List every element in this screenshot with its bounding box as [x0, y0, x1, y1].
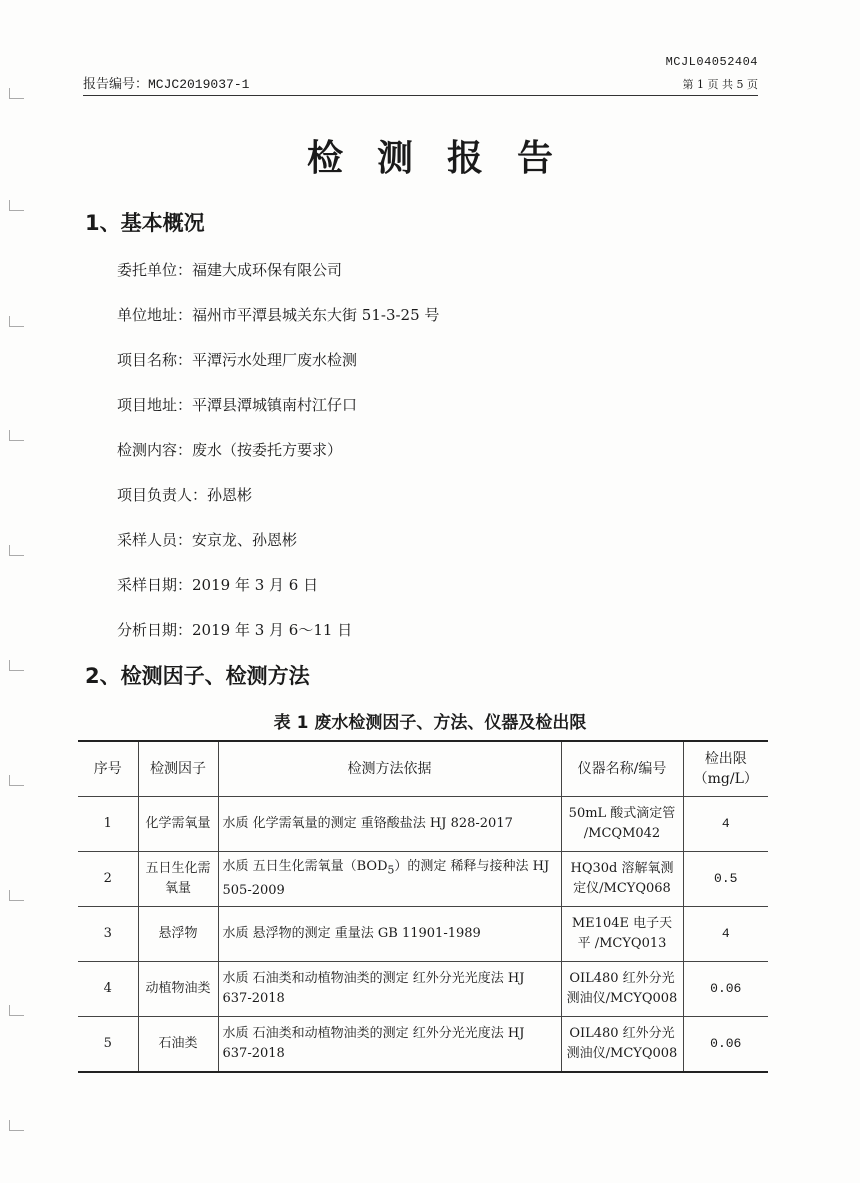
binding-mark	[9, 430, 24, 441]
limit-header-label: 检出限	[704, 751, 747, 767]
basic-info-list	[117, 258, 439, 663]
binding-mark	[9, 1005, 24, 1016]
cell-limit: 4	[683, 907, 768, 962]
binding-mark	[9, 88, 24, 99]
cell-instrument: ME104E 电子天平 /MCYQ013	[561, 907, 683, 962]
info-row-client	[117, 258, 439, 303]
cell-method: 水质 悬浮物的测定 重量法 GB 11901-1989	[218, 907, 561, 962]
info-label: 项目负责人：	[117, 486, 208, 504]
cell-factor: 石油类	[138, 1017, 218, 1073]
info-row-project-leader	[117, 483, 439, 528]
cell-method: 水质 石油类和动植物油类的测定 红外分光光度法 HJ 637-2018	[218, 1017, 561, 1073]
info-row-sampling-date	[117, 573, 439, 618]
cell-factor: 化学需氧量	[138, 797, 218, 852]
binding-mark	[9, 775, 24, 786]
section-heading-overview: 1、基本概况	[85, 211, 205, 235]
info-value: 废水（按委托方要求）	[192, 441, 343, 459]
page-header	[83, 72, 758, 96]
info-label: 检测内容：	[117, 441, 193, 459]
table-row	[78, 852, 768, 907]
cell-no: 1	[78, 797, 138, 852]
cell-method: 水质 石油类和动植物油类的测定 红外分光光度法 HJ 637-2018	[218, 962, 561, 1017]
page-title: 检测报告	[306, 138, 587, 179]
info-label: 采样日期：	[117, 576, 193, 594]
info-value: 平潭污水处理厂废水检测	[192, 351, 358, 369]
binding-mark	[9, 316, 24, 327]
cell-factor: 五日生化需氧量	[138, 852, 218, 907]
info-label: 单位地址：	[117, 306, 193, 324]
info-label: 分析日期：	[117, 621, 193, 639]
table-row	[78, 797, 768, 852]
info-label: 委托单位：	[117, 261, 193, 279]
binding-mark	[9, 890, 24, 901]
table-row	[78, 907, 768, 962]
cell-instrument: OIL480 红外分光测油仪/MCYQ008	[561, 962, 683, 1017]
cell-limit: 0.06	[683, 962, 768, 1017]
table-caption: 表 1 废水检测因子、方法、仪器及检出限	[273, 713, 587, 733]
table-row	[78, 1017, 768, 1073]
column-header-instrument: 仪器名称/编号	[561, 741, 683, 797]
method-subscript: 5	[387, 863, 395, 877]
section-heading-methods: 2、检测因子、检测方法	[85, 664, 310, 688]
info-row-test-content	[117, 438, 439, 483]
table-header-row	[78, 741, 768, 797]
info-value: 2019 年 3 月 6 日	[192, 576, 319, 594]
info-value: 安京龙、孙恩彬	[192, 531, 298, 549]
table-row	[78, 962, 768, 1017]
info-label: 采样人员：	[117, 531, 193, 549]
info-row-address	[117, 303, 439, 348]
binding-mark	[9, 200, 24, 211]
method-text: 水质 五日生化需氧量（BOD	[222, 859, 388, 875]
cell-factor: 动植物油类	[138, 962, 218, 1017]
column-header-no: 序号	[78, 741, 138, 797]
methods-table	[78, 740, 768, 1073]
cell-method: 水质 化学需氧量的测定 重铬酸盐法 HJ 828-2017	[218, 797, 561, 852]
cell-instrument: HQ30d 溶解氧测定仪/MCYQ068	[561, 852, 683, 907]
binding-mark	[9, 1120, 24, 1131]
info-label: 项目名称：	[117, 351, 193, 369]
page-indicator: 第 1 页 共 5 页	[682, 78, 758, 91]
document-code: MCJL04052404	[665, 55, 758, 69]
info-value: 2019 年 3 月 6～11 日	[192, 621, 353, 639]
info-row-analysis-date	[117, 618, 439, 663]
info-label: 项目地址：	[117, 396, 193, 414]
binding-mark	[9, 660, 24, 671]
report-number: 报告编号：MCJC2019037-1	[83, 77, 250, 92]
cell-no: 5	[78, 1017, 138, 1073]
cell-limit: 0.5	[683, 852, 768, 907]
info-value: 福建大成环保有限公司	[192, 261, 343, 279]
cell-instrument: 50mL 酸式滴定管 /MCQM042	[561, 797, 683, 852]
column-header-factor: 检测因子	[138, 741, 218, 797]
info-row-project-name	[117, 348, 439, 393]
info-value: 孙恩彬	[207, 486, 253, 504]
column-header-method: 检测方法依据	[218, 741, 561, 797]
cell-factor: 悬浮物	[138, 907, 218, 962]
limit-header-unit: （mg/L）	[693, 771, 758, 787]
cell-no: 3	[78, 907, 138, 962]
info-value: 平潭县潭城镇南村江仔口	[192, 396, 358, 414]
info-row-project-address	[117, 393, 439, 438]
info-value: 福州市平潭县城关东大街 51-3-25 号	[192, 306, 440, 324]
binding-mark	[9, 545, 24, 556]
method-text: ）的测定 稀释与接种法 HJ 505-2009	[222, 859, 550, 898]
column-header-limit	[683, 741, 768, 797]
cell-limit: 0.06	[683, 1017, 768, 1073]
cell-method	[218, 852, 561, 907]
cell-no: 2	[78, 852, 138, 907]
info-row-samplers	[117, 528, 439, 573]
cell-no: 4	[78, 962, 138, 1017]
cell-instrument: OIL480 红外分光测油仪/MCYQ008	[561, 1017, 683, 1073]
cell-limit: 4	[683, 797, 768, 852]
